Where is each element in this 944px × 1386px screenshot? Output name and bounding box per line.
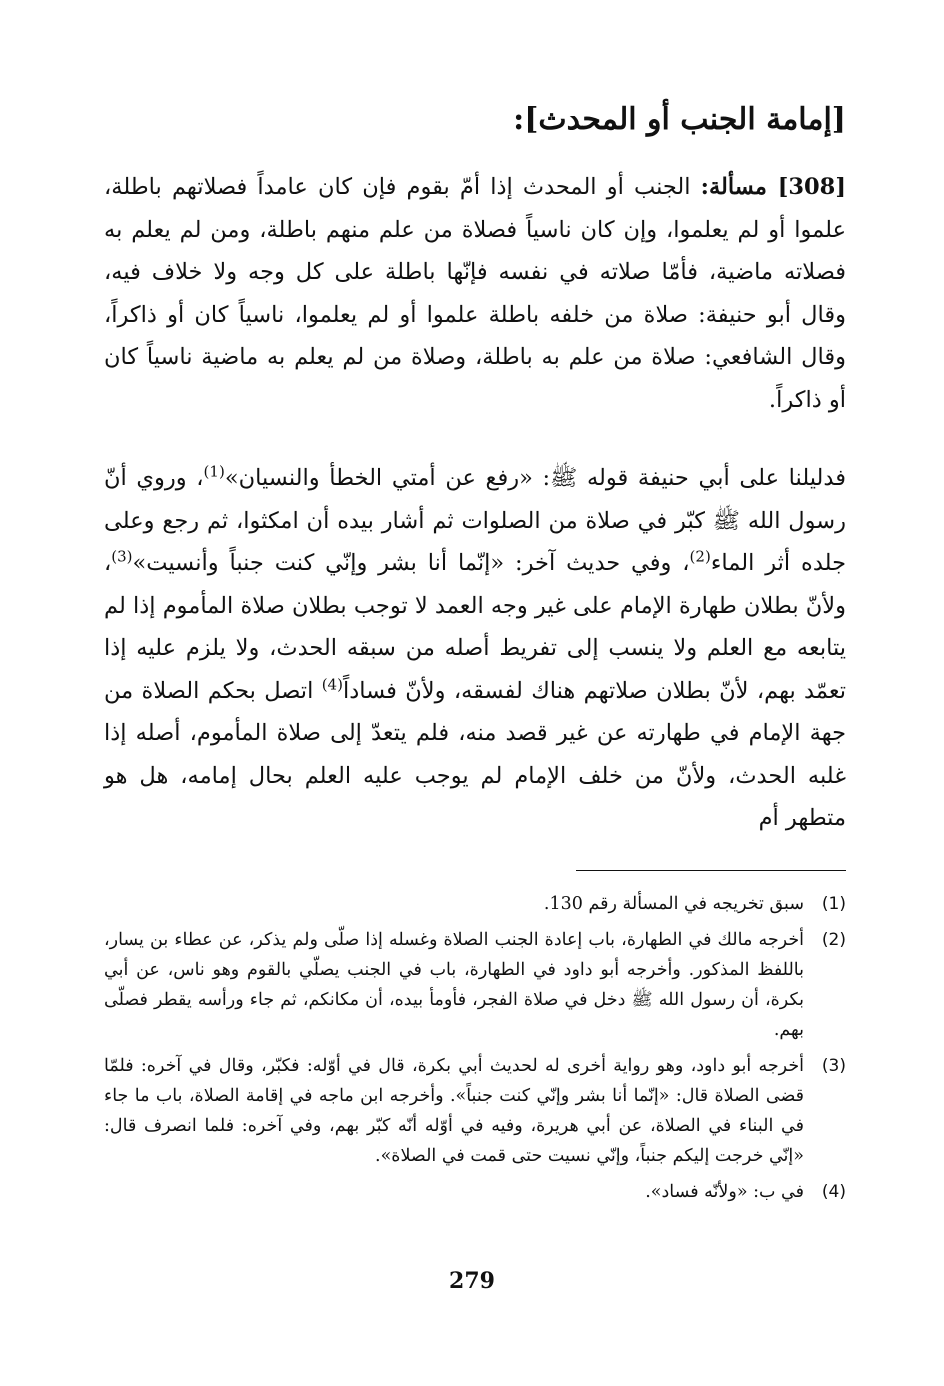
- footnote-ref-4[interactable]: (4): [321, 675, 343, 693]
- footnote-text: أخرجه أبو داود، وهو رواية أخرى له لحديث أبي بكرة، قال في أوّله: فكبّر، وقال في آخره: فلمّا قضى الصلاة قال: «إنّما أنا بشر وإنّي كنت جنباً». وأخرجه ابن ماجه في إقامة الصلاة، باب ما جاء في البناء في الصلاة، عن أبي هريرة، وفيه في أوّله أنّه كبّر بهم، وفي آخره: فلما انصرف قال: «إنّي خرجت إليكم جنباً، وإنّي نسيت حتى قمت في الصلاة».: [104, 1055, 804, 1166]
- footnote-text: أخرجه مالك في الطهارة، باب إعادة الجنب الصلاة وغسله إذا صلّى ولم يذكر، عن عطاء بن يسار، باللفظ المذكور. وأخرجه أبو داود في الطهارة، باب في الجنب يصلّي بالقوم وهو ناس، عن أبي بكرة، أن رسول الله ﷺ دخل في صلاة الفجر، فأومأ بيده، أن مكانكم، ثم جاء ورأسه يقطر فصلّى بهم.: [104, 929, 804, 1040]
- issue-text: الجنب أو المحدث إذا أمّ بقوم فإن كان عامداً فصلاتهم باطلة، علموا أو لم يعلموا، وإن كان ناسياً فصلاة من علم منهم باطلة، ومن لم يعلم به فصلاته ماضية، فأمّا صلاته في نفسه فإنّها باطلة على كل وجه ولا خلاف فيه، وقال أبو حنيفة: صلاة من خلفه باطلة علموا أو لم يعلموا، ناسياً كان أو ذاكراً، وقال الشافعي: صلاة من علم به باطلة، وصلاة من لم يعلم به ماضية ناسياً كان أو ذاكراً.: [104, 174, 846, 413]
- evidence-text-e: اتصل بحكم الصلاة من جهة الإمام في طهارته عن غير قصد منه، فلم يتعدّ إلى صلاة المأموم، أصله إذا غلبه الحدث، ولأنّ من خلف الإمام لم يوجب عليه العلم بحال إمامه، هل هو متطهر أم: [104, 677, 846, 831]
- footnote-divider: [576, 870, 846, 871]
- page-number: 279: [449, 1268, 495, 1294]
- footnote-ref-1[interactable]: (1): [203, 462, 225, 481]
- footnote-4: [104, 1177, 846, 1207]
- evidence-text-b: ، وروي أنّ رسول الله ﷺ كبّر في صلاة من الصلوات ثم أشار بيده أن امكثوا، ثم رجع وعلى جلده أثر الماء: [104, 465, 846, 576]
- evidence-text-d: ، ولأنّ بطلان طهارة الإمام على غير وجه العمد لا توجب بطلان صلاة المأموم إذا لم يتابعه مع العلم ولا ينسب إلى تفريط أصله من سبقه الحدث، ولا يلزم عليه إذا تعمّد بهم، لأنّ بطلان صلاتهم هناك لفسقه، ولأنّ فساداً: [104, 550, 846, 704]
- footnote-2: [104, 925, 846, 1045]
- evidence-text-c: ، وفي حديث آخر: «إنّما أنا بشر وإنّي كنت جنباً وأنسيت»: [132, 550, 690, 576]
- footnote-ref-3[interactable]: (3): [111, 547, 133, 566]
- section-heading: [إمامة الجنب أو المحدث]:: [513, 102, 846, 137]
- footnote-ref-2[interactable]: (2): [689, 547, 711, 566]
- paragraph-evidence: [104, 457, 846, 840]
- footnote-text: سبق تخريجه في المسألة رقم 130.: [543, 893, 804, 914]
- footnote-text: في ب: «ولأنّه فساد».: [645, 1181, 804, 1202]
- evidence-text-a: فدليلنا على أبي حنيفة قوله ﷺ: «رفع عن أمتي الخطأ والنسيان»: [224, 465, 846, 491]
- paragraph-issue-308: [104, 166, 846, 421]
- footnote-1: [104, 889, 846, 919]
- footnote-number: (3): [821, 1055, 846, 1076]
- footnote-3: [104, 1051, 846, 1171]
- issue-label: [308] مسألة:: [700, 174, 846, 200]
- footnote-number: (1): [821, 893, 846, 914]
- footnote-number: (2): [821, 929, 846, 950]
- footnotes: [104, 889, 846, 1207]
- footnote-number: (4): [821, 1181, 846, 1202]
